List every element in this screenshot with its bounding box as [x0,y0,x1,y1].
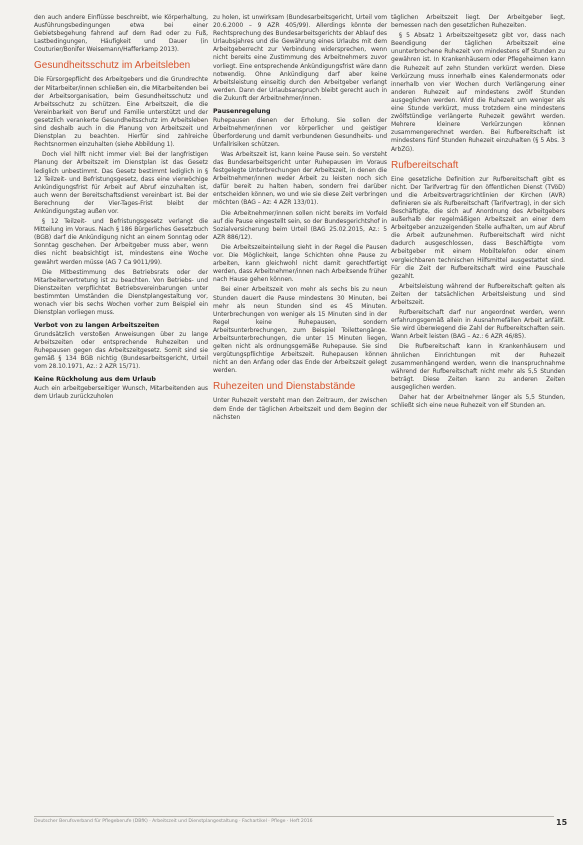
text-column-3 [391,14,565,412]
section-heading: Rufbereitschaft [391,159,459,171]
paragraph: Was Arbeitszeit ist, kann keine Pause sein. So versteht das Bundesarbeitsgericht unter Ruhepausen im Voraus festgelegte Unterbrechungen der Arbeitszeit, in denen die Arbeitnehmer/innen weder Arbeit zu leisten noch sich dafür bereit zu halten haben, sondern frei darüber entscheiden können, wo und wie sie diese Zeit verbringen möchten (BAG – Az: 4 AZR 133/01). [213,150,387,207]
subheading: Verbot von zu langen Arbeitszeiten [34,322,160,330]
paragraph: Bei einer Arbeitszeit von mehr als sechs bis zu neun Stunden dauert die Pause mindestens 30 Minuten, bei mehr als neun Stunden sind es 45 Minuten. Unterbrechungen von weniger als 15 Minuten sind in der Regel keine Ruhepausen, sondern Arbeitsunterbrechungen, zum Beispiel Toilettengänge. Arbeitsunterbrechungen, die unter 15 Minuten liegen, gelten nicht als ordnungsgemäße Ruhepause. Sie sind vergütungspflichtige Arbeitszeit. Ruhepausen können nicht an den Anfang oder das Ende der Arbeitszeit gelegt werden. [213,286,387,375]
text-column-1 [34,14,208,403]
paragraph: Arbeitsleistung während der Rufbereitschaft gelten als Zeiten der tatsächlichen Arbeitsleistung und sind Arbeitszeit. [391,282,565,306]
paragraph: Die Fürsorgepflicht des Arbeitgebers und die Grundrechte der Mitarbeiter/innen schließen ein, die Mitarbeitenden bei der Arbeitsorganisation, beim Gesundheitsschutz und Arbeitsschutz zu schützen. Eine Arbeitszeit, die die Vereinbarkeit von Beruf und Familie unterstützt und der gesetzlich verankerte Gesundheitsschutz im Arbeitsleben sind deshalb auch in die Planung von Arbeitszeit und Dienstplan zu beachten. Hierfür sind zahlreiche Rechtsnormen einzuhalten (siehe Abbildung 1). [34,76,208,149]
paragraph: täglichen Arbeitszeit liegt. Der Arbeitgeber liegt, bemessen nach den gesetzlichen Ruhezeiten. [391,14,565,30]
paragraph: Eine gesetzliche Definition zur Rufbereitschaft gibt es nicht. Der Tarifvertrag für den öffentlichen Dienst (TVöD) und die Arbeitsvertragsrichtlinien der Kirchen (AVR) definieren sie als Rufbereitschaft (Tarifvertrag), in der sich Beschäftigte, die sich auf Anordnung des Arbeitgebers außerhalb der regelmäßigen Arbeitszeit an einer dem Arbeitgeber anzuzeigenden Stelle aufhalten, um auf Abruf die Arbeit aufzunehmen. Rufbereitschaft wird nicht dadurch ausgeschlossen, dass Beschäftigte vom Arbeitgeber mit einem Mobiltelefon oder einem vergleichbaren technischen Hilfsmittel ausgestattet sind. Für die Zeit der Rufbereitschaft wird eine Pauschale gezahlt. [391,175,565,280]
paragraph: Die Rufbereitschaft kann in Krankenhäusern und ähnlichen Einrichtungen mit der Ruhezeit zusammenhängend werden, wenn die Inanspruchnahme während der Rufbereitschaft nicht mehr als 5,5 Stunden beträgt. Diese Zeiten kann zu anderen Zeiten ausgeglichen werden. [391,343,565,391]
page-number: 15 [556,818,568,827]
section-heading: Gesundheitsschutz im Arbeitsleben [34,60,191,72]
page-footer: Deutscher Berufsverband für Pflegeberufe (DBfK) · Arbeitszeit und Dienstplangestaltung · Fachartikel · Pflege · Heft 2016 [34,816,554,825]
paragraph: Auch ein arbeitgeberseitiger Wunsch, Mitarbeitenden aus dem Urlaub zurückzuholen [34,384,208,400]
paragraph: Grundsätzlich verstoßen Anweisungen über zu lange Arbeitszeiten oder entsprechende Ruhezeiten und Ruhepausen gegen das Arbeitszeitgesetz. Somit sind sie gemäß § 134 BGB nichtig (Bundesarbeitsgericht, Urteil vom 28.10.1971, Az.: 2 AZR 15/71). [34,330,208,371]
paragraph: Doch viel hilft nicht immer viel: Bei der langfristigen Planung der Arbeitszeit im Dienstplan ist das Gesetz lediglich unbestimmt. Das Gesetz bestimmt lediglich in § 12 Teilzeit- und Befristungsgesetz, dass eine vierwöchige Ankündigungsfrist für Arbeit auf Abruf einzuhalten ist, auch wenn der Bereitschaftsdienst vereinbart ist. Bei der Berechnung der Vier-Tages-Frist bleibt der Ankündigungstag außen vor. [34,151,208,215]
subheading: Keine Rückholung aus dem Urlaub [34,376,156,384]
paragraph: Rufbereitschaft darf nur angeordnet werden, wenn erfahrungsgemäß allein in Ausnahmefällen Arbeit anfällt. Sie wird überwiegend die Zahl der Rufbereitschaften sein. Wann Arbeit leisten (BAG – Az.: 6 AZR 46/85). [391,309,565,341]
paragraph: § 5 Absatz 1 Arbeitszeitgesetz gibt vor, dass nach Beendigung der täglichen Arbeitszeit eine ununterbrochene Ruhezeit von mindestens elf Stunden zu gewähren ist. In Krankenhäusern oder Pflegeheimen kann die Ruhezeit auf zehn Stunden verkürzt werden. Diese Verkürzung muss innerhalb eines Kalendermonats oder innerhalb von vier Wochen durch Verlängerung einer anderen Ruhezeit auf mindestens zwölf Stunden ausgeglichen werden. Wird die Ruhezeit um weniger als eine Stunde verkürzt, muss trotzdem eine mindestens zwölfstündige verlängerte Ruhezeit gewährt werden. Mehrere kleinere Verkürzungen können zusammengerechnet werden. Bei Rufbereitschaft ist mindestens fünf Stunden Ruhezeit einzuhalten (§ 5 Abs. 3 ArbZG). [391,32,565,153]
section-heading: Ruhezeiten und Dienstabstände [213,381,356,393]
paragraph: Ruhepausen dienen der Erholung. Sie sollen der Arbeitnehmer/innen vor körperlicher und geistiger Überforderung und damit verbundenen Gesundheits- und Unfallrisiken schützen. [213,116,387,148]
paragraph: Unter Ruhezeit versteht man den Zeitraum, der zwischen dem Ende der täglichen Arbeitszeit und dem Beginn der nächsten [213,397,387,421]
paragraph: Die Arbeitszeiteinteilung sieht in der Regel die Pausen vor. Die Möglichkeit, lange Schichten ohne Pause zu arbeiten, kann gleichwohl nicht damit gerechtfertigt werden, dass Arbeitnehmer/innen nach Arbeitsende früher nach Hause gehen können. [213,243,388,284]
paragraph: Die Arbeitnehmer/innen sollen nicht bereits im Vorfeld auf die Pause eingestellt sein, so der Bundesgerichtshof in Sozialversicherung beim Urteil (BAG 25.02.2015, Az.: 5 AZR 886/12). [213,209,387,241]
paragraph: den auch andere Einflüsse beschreibt, wie Körperhaltung, Ausführungsbedingungen etwa bei einer Gebietsbegehung fahrend auf dem Rad oder zu Fuß, Lastbedingungen, Häufigkeit und Dauer (in Couturier/Bonifer Weisemann/Hafferkamp 2013). [34,14,208,54]
paragraph: Die Mitbestimmung des Betriebsrats oder der Mitarbeitervertretung ist zu beachten. Von Betriebs- und Dienstzeiten verpflichtet Betriebsvereinbarungen unter bestimmten Umständen die Dienstplangestaltung vor, wonach vier bis sechs Wochen vorher zum Beispiel ein Dienstplan vorliegen muss. [34,268,208,317]
text-column-2 [213,14,387,424]
paragraph: Daher hat der Arbeitnehmer länger als 5,5 Stunden, schließt sich eine neue Ruhezeit von elf Stunden an. [391,394,565,410]
subheading: Pausenregelung [213,108,271,116]
paragraph: zu holen, ist unwirksam (Bundesarbeitsgericht, Urteil vom 20.6.2000 – 9 AZR 405/99). Allerdings könnte der Rechtsprechung des Bundesarbeitsgerichts der Ablauf des Urlaubsjahres und die Gewährung eines Urlaubs mit dem Arbeitgeberrecht zur Verbindung widersprechen, wenn nicht bereits eine Zustimmung des Arbeitnehmers zuvor vorliegt. Eine entsprechende Ankündigungsfrist wäre dann notwendig. Ohne Ankündigung darf aber keine Arbeitsleistung einseitig durch den Arbeitgeber verlangt werden. Dann der Urlaubsanspruch bleibt gerecht auch in die Zukunft der Arbeitnehmer/innen. [213,14,387,102]
paragraph: § 12 Teilzeit- und Befristungsgesetz verlangt die Mitteilung im Voraus. Nach § 186 Bürgerliches Gesetzbuch (BGB) darf die Ankündigung nicht an einem Sonntag oder Sonntag geschehen. Der Arbeitgeber muss aber, wenn dies nicht beabsichtigt ist, mindestens eine Woche gewährt werden müsse (AG 7 Ca 9011/99). [34,218,208,266]
